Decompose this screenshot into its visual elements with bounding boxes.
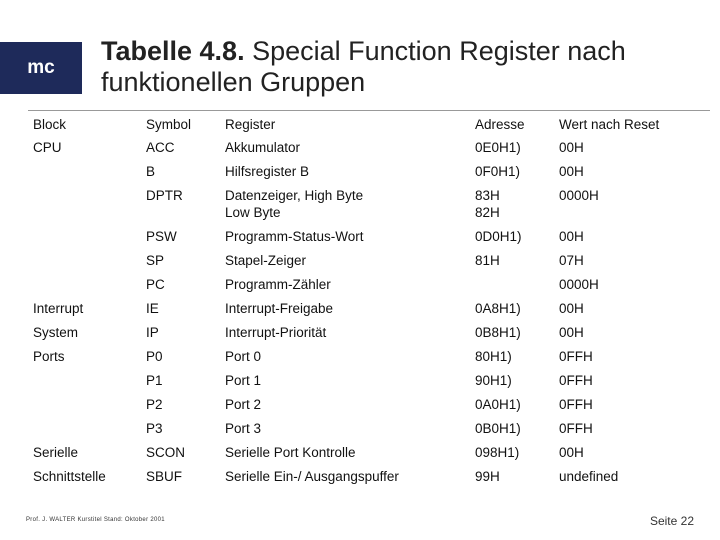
cell-reset-value: 00H	[559, 325, 584, 340]
page-title	[101, 36, 701, 98]
cell-address: 80H1)	[475, 349, 512, 364]
table-row	[26, 297, 682, 321]
header-reset-value: Wert nach Reset	[559, 117, 660, 132]
header-address: Adresse	[475, 117, 525, 132]
cell-block: CPU	[33, 140, 62, 155]
logo-text: mc	[27, 57, 55, 78]
cell-address: 83H 82H	[475, 188, 500, 220]
cell-symbol: P3	[146, 421, 163, 436]
cell-register: Stapel-Zeiger	[225, 253, 307, 268]
cell-block: Interrupt	[33, 301, 84, 316]
cell-reset-value: 0000H	[559, 277, 599, 292]
cell-register: Programm-Status-Wort	[225, 229, 364, 244]
page-number: Seite 22	[649, 514, 694, 528]
table-row	[26, 249, 682, 273]
cell-reset-value: 00H	[559, 140, 584, 155]
cell-register: Akkumulator	[225, 140, 301, 155]
table-row	[26, 345, 682, 369]
cell-address: 0B0H1)	[475, 421, 521, 436]
cell-block: System	[33, 325, 79, 340]
logo	[0, 42, 82, 94]
cell-symbol: SBUF	[146, 469, 183, 484]
cell-reset-value: undefined	[559, 469, 619, 484]
header-block: Block	[33, 117, 67, 132]
cell-register: Serielle Port Kontrolle	[225, 445, 356, 460]
sfr-table	[26, 112, 682, 489]
table-row	[26, 417, 682, 441]
table-row	[26, 136, 682, 160]
cell-address: 0A0H1)	[475, 397, 521, 412]
cell-symbol: P1	[146, 373, 163, 388]
cell-reset-value: 0FFH	[559, 421, 593, 436]
cell-address: 90H1)	[475, 373, 512, 388]
cell-block: Serielle	[33, 445, 79, 460]
cell-symbol: ACC	[146, 140, 175, 155]
cell-block	[26, 273, 139, 297]
cell-address: 0D0H1)	[475, 229, 522, 244]
header-divider	[28, 110, 710, 111]
cell-block: Schnittstelle	[33, 469, 106, 484]
cell-reset-value: 00H	[559, 229, 584, 244]
table-row	[26, 225, 682, 249]
cell-reset-value: 00H	[559, 301, 584, 316]
cell-address: 99H	[475, 469, 500, 484]
cell-register: Port 1	[225, 373, 262, 388]
cell-register: Port 2	[225, 397, 262, 412]
cell-reset-value: 0000H	[559, 188, 599, 203]
cell-reset-value: 00H	[559, 445, 584, 460]
cell-symbol: SP	[146, 253, 165, 268]
table-row	[26, 321, 682, 345]
cell-reset-value: 00H	[559, 164, 584, 179]
cell-symbol: IP	[146, 325, 159, 340]
cell-block	[26, 160, 139, 184]
title-number: Tabelle 4.8.	[101, 36, 245, 66]
table-row	[26, 465, 682, 489]
cell-register: Hilfsregister B	[225, 164, 310, 179]
table-row	[26, 273, 682, 297]
table-row	[26, 184, 682, 225]
cell-symbol: P2	[146, 397, 163, 412]
cell-symbol: PC	[146, 277, 165, 292]
cell-reset-value: 0FFH	[559, 349, 593, 364]
cell-symbol: DPTR	[146, 188, 183, 203]
cell-block	[26, 184, 139, 225]
cell-register: Interrupt-Priorität	[225, 325, 327, 340]
table-row	[26, 441, 682, 465]
cell-symbol: SCON	[146, 445, 186, 460]
cell-address: 0F0H1)	[475, 164, 521, 179]
table-row	[26, 369, 682, 393]
table-header-row	[26, 112, 682, 136]
cell-block	[26, 249, 139, 273]
cell-register: Serielle Ein-/ Ausgangspuffer	[225, 469, 399, 484]
cell-block: Ports	[33, 349, 65, 364]
cell-symbol: B	[146, 164, 156, 179]
header-symbol: Symbol	[146, 117, 192, 132]
cell-block	[26, 393, 139, 417]
footer-author: Prof. J. WALTER Kurstitel Stand: Oktober 2001	[26, 517, 165, 523]
header-register: Register	[225, 117, 276, 132]
cell-address: 0A8H1)	[475, 301, 521, 316]
table-row	[26, 160, 682, 184]
title-text: Special Function Register nach funktionellen Gruppen	[101, 36, 626, 97]
cell-address: 098H1)	[475, 445, 520, 460]
cell-address: 0B8H1)	[475, 325, 521, 340]
cell-register: Interrupt-Freigabe	[225, 301, 334, 316]
cell-symbol: P0	[146, 349, 163, 364]
cell-register: Port 3	[225, 421, 262, 436]
cell-register: Port 0	[225, 349, 262, 364]
cell-address: 81H	[475, 253, 500, 268]
cell-reset-value: 07H	[559, 253, 584, 268]
cell-reset-value: 0FFH	[559, 373, 593, 388]
cell-register: Programm-Zähler	[225, 277, 331, 292]
cell-register: Datenzeiger, High Byte Low Byte	[225, 188, 364, 220]
cell-symbol: PSW	[146, 229, 177, 244]
cell-reset-value: 0FFH	[559, 397, 593, 412]
table-row	[26, 393, 682, 417]
cell-symbol: IE	[146, 301, 159, 316]
cell-block	[26, 417, 139, 441]
cell-address	[468, 273, 552, 297]
cell-block	[26, 225, 139, 249]
cell-address: 0E0H1)	[475, 140, 521, 155]
cell-block	[26, 369, 139, 393]
